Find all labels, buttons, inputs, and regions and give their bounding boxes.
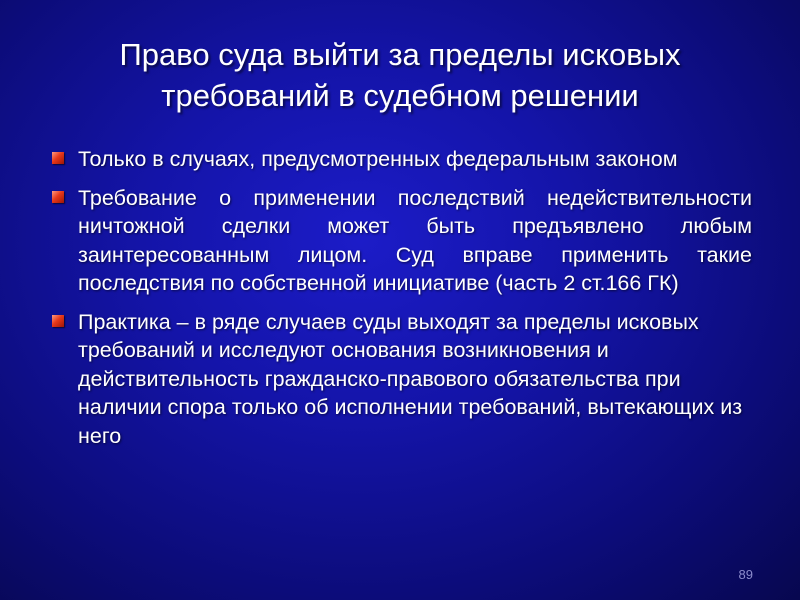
page-number: 89 [738, 567, 753, 582]
bullet-text: Практика – в ряде случаев суды выходят за пределы исковых требований и исследуют основания возникновения и действительность гражданско-правового обязательства при наличии спора только об исполнении требований, вытекающих из него [78, 309, 743, 448]
bullet-square-icon [52, 152, 64, 164]
bullet-square-icon [52, 315, 64, 327]
bullet-item [52, 308, 752, 451]
bullet-item [52, 145, 752, 174]
bullet-item [52, 184, 752, 298]
bullet-text: Требование о применении последствий недействительности ничтожной сделки может быть предъявлено любым заинтересованным лицом. Суд вправе применить такие последствия по собственной инициативе (часть 2 ст.166 ГК) [78, 185, 752, 295]
bullet-square-icon [52, 191, 64, 203]
slide-title: Право суда выйти за пределы исковых требований в судебном решении [119, 37, 681, 113]
bullet-text: Только в случаях, предусмотренных федеральным законом [78, 147, 678, 171]
bullet-list [52, 145, 752, 460]
